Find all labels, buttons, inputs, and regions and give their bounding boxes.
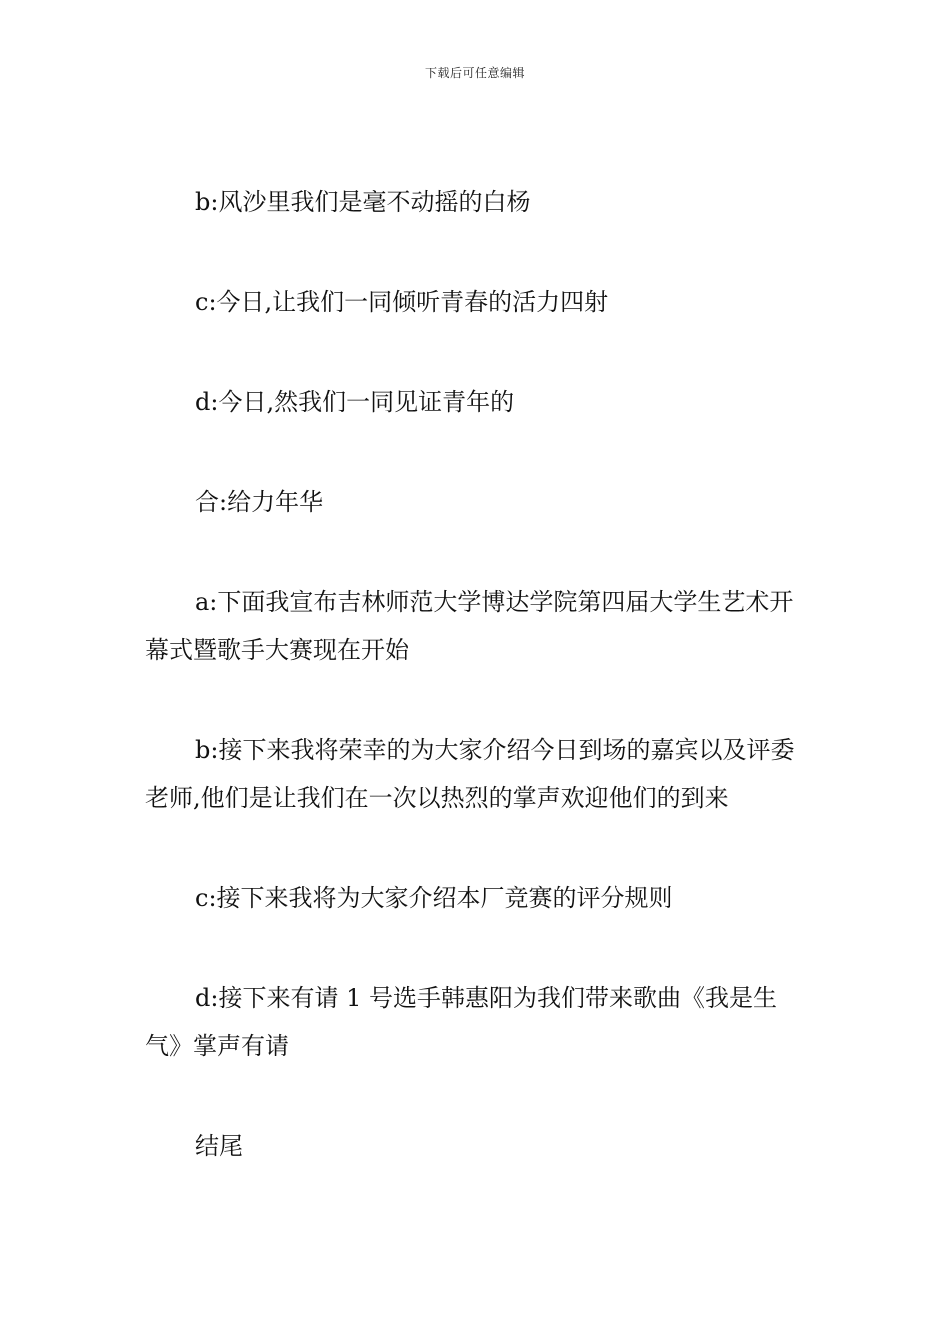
paragraph-ending: 结尾 bbox=[195, 1132, 243, 1160]
paragraph-b-poplar: b:风沙里我们是毫不动摇的白杨 bbox=[195, 188, 531, 216]
paragraph-a-announce: a:下面我宣布吉林师范大学博达学院第四届大学生艺术开幕式暨歌手大赛现在开始 bbox=[145, 588, 794, 664]
page-header: 下载后可任意编辑 bbox=[424, 66, 525, 80]
paragraph-d-witness: d:今日,然我们一同见证青年的 bbox=[195, 388, 515, 416]
paragraph-b-guests: b:接下来我将荣幸的为大家介绍今日到场的嘉宾以及评委老师,他们是让我们在一次以热烈的掌声欢迎他们的到来 bbox=[145, 736, 795, 812]
paragraph-c-listen: c:今日,让我们一同倾听青春的活力四射 bbox=[195, 288, 609, 316]
document-body bbox=[145, 178, 809, 1222]
paragraph-d-contestant: d:接下来有请 1 号选手韩惠阳为我们带来歌曲《我是生气》掌声有请 bbox=[145, 984, 777, 1060]
paragraph-c-rules: c:接下来我将为大家介绍本厂竞赛的评分规则 bbox=[195, 884, 673, 912]
paragraph-together: 合:给力年华 bbox=[195, 488, 324, 516]
